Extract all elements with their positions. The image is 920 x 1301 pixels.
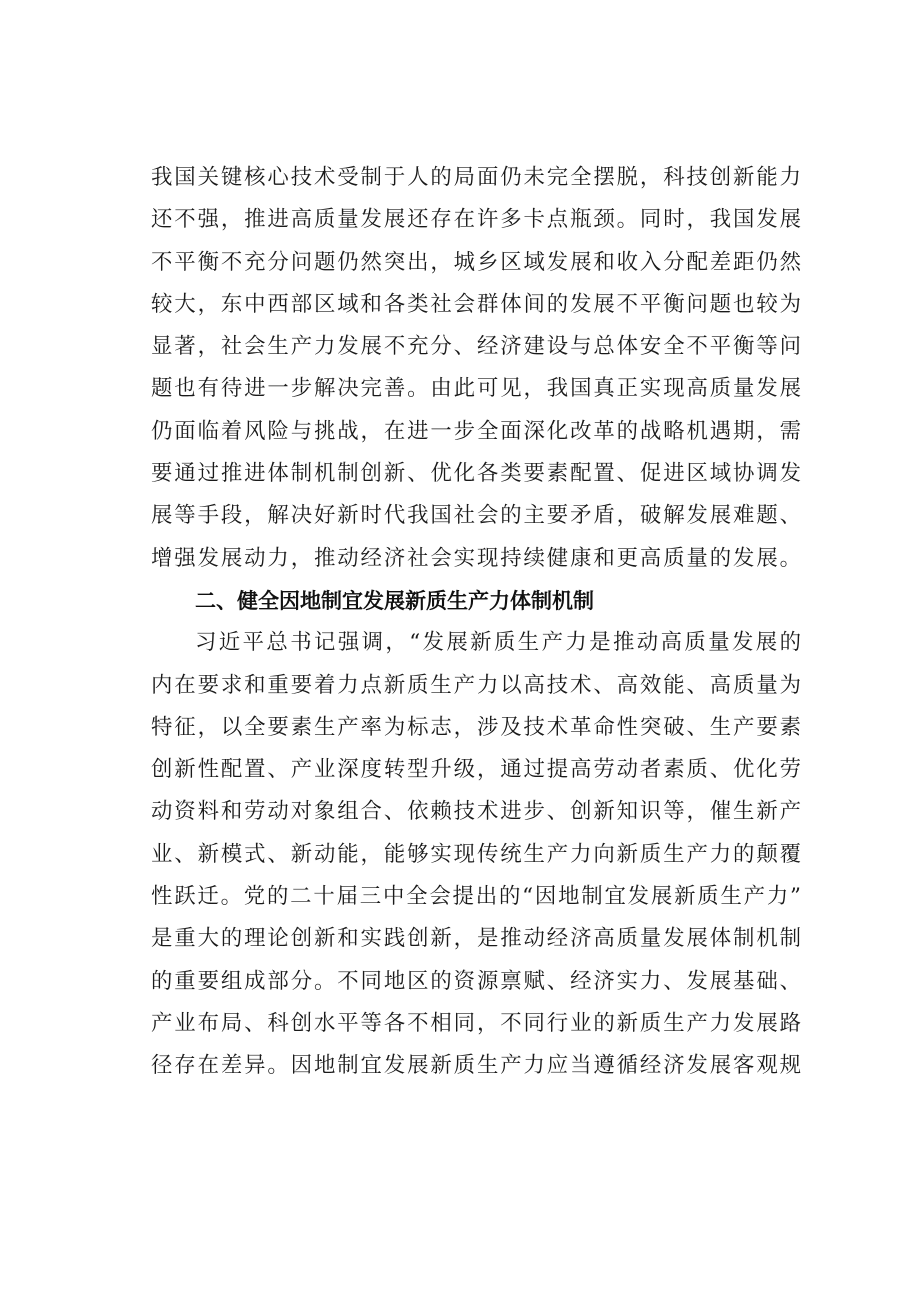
document-body [151,157,801,1088]
text-line: 显著，社会生产力发展不充分、经济建设与总体安全不平衡等问 [151,334,801,360]
text-line: 仍面临着风险与挑战，在进一步全面深化改革的战略机遇期，需 [151,418,801,444]
text-line: 内在要求和重要着力点新质生产力以高技术、高效能、高质量为 [151,672,801,698]
text-line: 创新性配置、产业深度转型升级，通过提高劳动者素质、优化劳 [151,757,801,783]
text-line: 较大，东中西部区域和各类社会群体间的发展不平衡问题也较为 [151,291,801,317]
text-line: 的重要组成部分。不同地区的资源禀赋、经济实力、发展基础、 [151,968,801,994]
text-line: 增强发展动力，推动经济社会实现持续健康和更高质量的发展。 [151,545,801,571]
text-line: 要通过推进体制机制创新、优化各类要素配置、促进区域协调发 [151,461,801,487]
text-line: 业、新模式、新动能，能够实现传统生产力向新质生产力的颠覆 [151,841,801,867]
text-line: 题也有待进一步解决完善。由此可见，我国真正实现高质量发展 [151,376,801,402]
text-line: 性跃迁。党的二十届三中全会提出的“因地制宜发展新质生产力” [151,884,801,910]
section-heading: 二、健全因地制宜发展新质生产力体制机制 [195,588,594,613]
text-line: 动资料和劳动对象组合、依赖技术进步、创新知识等，催生新产 [151,799,801,825]
text-line: 特征，以全要素生产率为标志，涉及技术革命性突破、生产要素 [151,714,801,740]
text-line: 不平衡不充分问题仍然突出，城乡区域发展和收入分配差距仍然 [151,249,801,275]
text-line: 是重大的理论创新和实践创新，是推动经济高质量发展体制机制 [151,926,801,952]
text-line: 还不强，推进高质量发展还存在许多卡点瓶颈。同时，我国发展 [151,207,801,233]
text-line: 径存在差异。因地制宜发展新质生产力应当遵循经济发展客观规 [151,1053,801,1079]
text-line: 展等手段，解决好新时代我国社会的主要矛盾，破解发展难题、 [151,503,801,529]
text-line: 习近平总书记强调，“发展新质生产力是推动高质量发展的 [195,630,801,656]
text-line: 我国关键核心技术受制于人的局面仍未完全摆脱，科技创新能力 [151,165,801,190]
text-line: 产业布局、科创水平等各不相同，不同行业的新质生产力发展路 [151,1010,801,1036]
